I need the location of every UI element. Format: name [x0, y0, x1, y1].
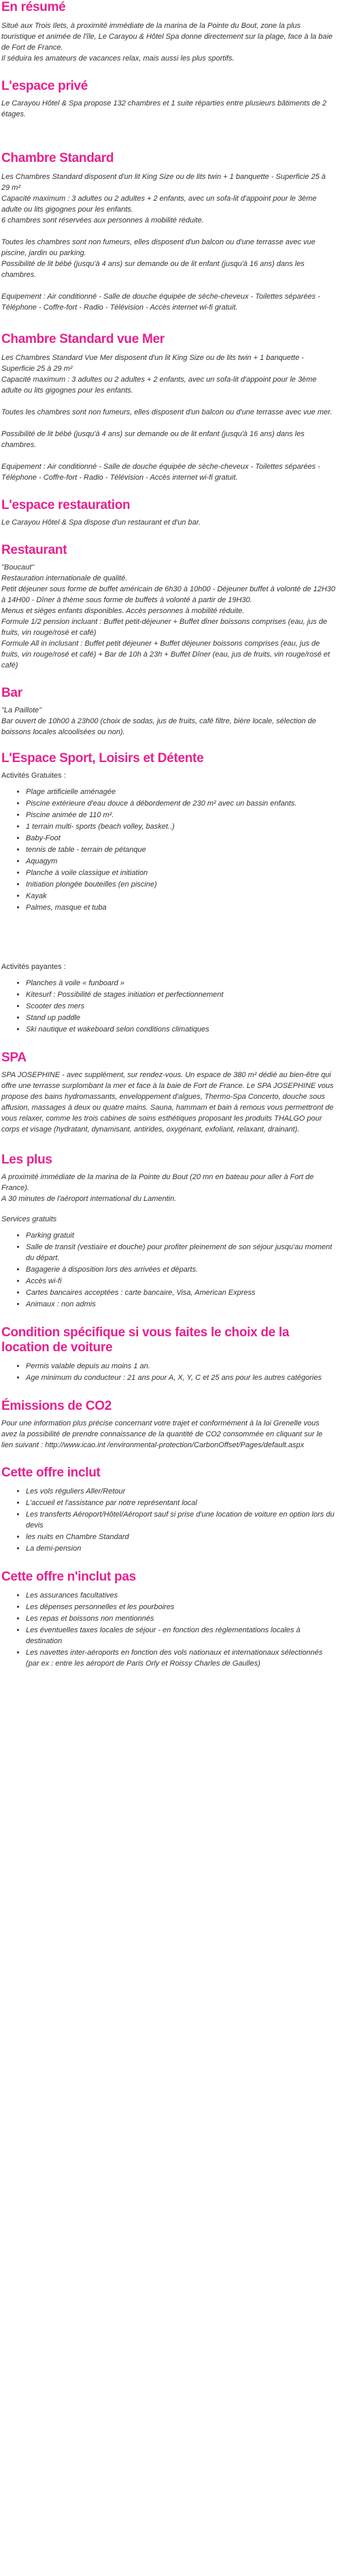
list-item: • Plage artificielle aménagée — [26, 787, 336, 797]
text-line: Formule All in inclusant : Buffet petit déjeuner + Buffet déjeuner boissons comprises (eau, jus de fruits, vin rouge/rosé et café) + Bar de 10h à 23h + Buffet Dîner (eau, jus de fruits, vin rouge/rosé et café) — [1, 640, 330, 670]
list-item: • Bagagerie à disposition lors des arrivées et départs. — [26, 1264, 336, 1275]
list-item: • Ski nautique et wakeboard selon conditions climatiques — [26, 1024, 336, 1035]
section-title-condition-voiture: Condition spécifique si vous faites le choix de la location de voiture — [1, 1325, 290, 1355]
section-espace-restauration — [1, 498, 336, 528]
text-line: Petit déjeuner sous forme de buffet américain de 6h30 à 10h00 - Déjeuner buffet à volonté de 12H30 à 14H00 - Dîner à thème sous forme de buffets à volonté à partir de 19H30. — [1, 585, 336, 604]
section-title-spa: SPA — [1, 1051, 27, 1065]
chambre-standard-p2 — [1, 237, 336, 280]
list-item: • Baby-Foot — [26, 833, 336, 844]
list-item: • Les dépenses personnelles et les pourboires — [26, 1602, 336, 1613]
list-item: • Age minimum du conducteur : 21 ans pour A, X, Y, C et 25 ans pour les autres catégories — [26, 1372, 336, 1383]
resume-paragraph: Il séduira les amateurs de vacances relax, mais aussi les plus sportifs. — [1, 54, 235, 63]
section-title-espace-prive: L'espace privé — [1, 79, 88, 93]
list-item: • Salle de transit (vestiaire et douche) pour profiter pleinement de son séjour jusqu'au moment du départ. — [26, 1242, 336, 1264]
list-item: • Kitesurf : Possibilité de stages initiation et perfectionnement — [26, 989, 336, 1000]
section-co2 — [1, 1399, 336, 1451]
list-item: • Les repas et boissons non mentionnés — [26, 1613, 336, 1624]
restaurant-name: "Boucaut" — [1, 563, 35, 572]
section-restaurant — [1, 543, 336, 671]
list-item: • tennis de table - terrain de pétanque — [26, 844, 336, 855]
section-les-plus — [1, 1153, 336, 1310]
text-line: Menus et sièges enfants disponibles. Accès personnes à mobilité réduite. — [1, 607, 245, 615]
restaurant-body — [1, 562, 336, 671]
payantes-label: Activités payantes : — [1, 963, 66, 971]
section-title-espace-restauration: L'espace restauration — [1, 498, 131, 512]
section-title-chambre-standard: Chambre Standard — [1, 151, 114, 165]
section-title-sport: L'Espace Sport, Loisirs et Détente — [1, 751, 204, 765]
section-chambre-vue-mer — [1, 332, 336, 483]
list-item: • Animaux : non admis — [26, 1299, 336, 1310]
bar-body — [1, 705, 336, 738]
list-item: • La demi-pension — [26, 1543, 336, 1554]
chambre-vue-mer-p3: Possibilité de lit bébé (jusqu'à 4 ans) sur demande ou de lit enfant (jusqu'à 16 ans) dans les chambres. — [1, 430, 305, 449]
co2-text: Pour une information plus précise concernant votre trajet et conformément à la loi Grenelle vous avez la possibilité de prendre connaissance de la quantité de CO2 consommée en cliquant sur le lien suivant : http://www.icao.int /environmental-protection/CarbonOffset/Pages/default.aspx — [1, 1419, 323, 1449]
list-item: • 1 terrain multi- sports (beach volley, basket..) — [26, 821, 336, 832]
text-line: Restauration internationale de qualité. — [1, 574, 128, 582]
list-item: • Palmes, masque et tuba — [26, 902, 336, 913]
chambre-vue-mer-p2: Toutes les chambres sont non fumeurs, elles disposent d'un balcon ou d'une terrasse avec vue mer. — [1, 408, 333, 416]
gratuites-label: Activités Gratuites : — [1, 772, 66, 780]
payantes-list — [1, 978, 336, 1035]
list-item: • les nuits en Chambre Standard — [26, 1532, 336, 1542]
list-item: • Les assurances facultatives — [26, 1590, 336, 1601]
list-item: • Accès wi-fi — [26, 1276, 336, 1287]
list-item: • Planches à voile « funboard » — [26, 978, 336, 989]
section-inclut — [1, 1466, 336, 1554]
list-item: • Initiation plongée bouteilles (en piscine) — [26, 879, 336, 890]
section-title-les-plus: Les plus — [1, 1153, 52, 1167]
section-title-resume: En résumé — [1, 0, 66, 14]
list-item: • Kayak — [26, 891, 336, 902]
les-plus-p1 — [1, 1172, 336, 1204]
text-line: A proximité immédiate de la marina de la Pointe du Bout (20 mn en bateau pour aller à Fort de France). — [1, 1173, 314, 1192]
list-item: • L'accueil et l'assistance par notre représentant local — [26, 1498, 336, 1508]
chambre-standard-equipement: Equipement : Air conditionné - Salle de douche équipée de sèche-cheveux - Toilettes séparées - Téléphone - Coffre-fort - Radio - Télévision - Accès internet wi-fi gratuit. — [1, 293, 320, 312]
list-item: • Planche à voile classique et initiation — [26, 868, 336, 878]
section-espace-prive — [1, 79, 336, 120]
section-condition-voiture — [1, 1325, 336, 1383]
list-item: • Cartes bancaires acceptées : carte bancaire, Visa, American Express — [26, 1287, 336, 1298]
list-item: • Les transferts Aéroport/Hôtel/Aéroport sauf si prise d'une location de voiture en option lors du devis — [26, 1509, 336, 1531]
section-inclut-pas — [1, 1570, 336, 1669]
text-line: Possibilité de lit bébé (jusqu'à 4 ans) sur demande ou de lit enfant (jusqu'à 16 ans) dans les chambres. — [1, 260, 305, 279]
list-item: • Les éventuelles taxes locales de séjour - en fonction des réglementations locales à destination — [26, 1625, 336, 1647]
section-title-bar: Bar — [1, 686, 22, 700]
list-item: • Stand up paddle — [26, 1012, 336, 1023]
condition-list — [1, 1361, 336, 1383]
list-item: • Piscine extérieure d'eau douce à débordement de 230 m² avec un bassin enfants. — [26, 798, 336, 809]
espace-restauration-text: Le Carayou Hôtel & Spa dispose d'un restaurant et d'un bar. — [1, 518, 201, 527]
text-line: Capacité maximum : 3 adultes ou 2 adultes + 2 enfants, avec un sofa-lit d'appoint pour le 3ème adulte ou lits gigognes pour les enfants. — [1, 376, 317, 395]
bar-name: "La Paillote" — [1, 706, 42, 714]
section-title-inclut-pas: Cette offre n'inclut pas — [1, 1570, 136, 1584]
section-title-inclut: Cette offre inclut — [1, 1466, 101, 1480]
services-list — [1, 1230, 336, 1310]
spa-text: SPA JOSEPHINE - avec supplément, sur rendez-vous. Un espace de 380 m² dédié au bien-être qui offre une terrasse surplombant la mer et face à la baie de Fort de France. Le SPA JOSEPHINE vous propose des bains hydromassants, enveloppement d'algues, Thermo-Spa Concerto, douche sous affusion, massages à deux ou quatre mains. Sauna, hammam et bain à remous vous permettront de vous relaxer, comme les trois cabines de soins esthétiques proposant les produits THALGO pour corps et visage (hydratant, dynamisant, antirides, oxygénant, exfoliant, relaxant, drainant). — [1, 1071, 334, 1134]
list-item: • Les navettes inter-aéroports en fonction des vols nationaux et internationaux sélectionnés (par ex : entre les aéroport de Paris Orly et Roissy Charles de Gaulles) — [26, 1647, 336, 1669]
section-bar — [1, 686, 336, 738]
list-item: • Les vols réguliers Aller/Retour — [26, 1486, 336, 1497]
list-item: • Scooter des mers — [26, 1001, 336, 1012]
inclut-list — [1, 1486, 336, 1554]
text-line: Les Chambres Standard disposent d'un lit King Size ou de lits twin + 1 banquette - Superficie 25 à 29 m² — [1, 173, 326, 192]
text-line: 6 chambres sont réservées aux personnes à mobilité réduite. — [1, 216, 204, 225]
chambre-vue-mer-equipement: Equipement : Air conditionné - Salle de douche équipée de sèche-cheveux - Toilettes séparées - Téléphone - Coffre-fort - Radio - Télévision - Accès internet wi-fi gratuit. — [1, 463, 320, 482]
resume-paragraph: Situé aux Trois Ilets, à proximité immédiate de la marina de la Pointe du Bout, zone la plus touristique et animée de l'île, Le Carayou & Hôtel Spa donne directement sur la plage, face à la baie de Fort de France. — [1, 22, 333, 52]
section-chambre-standard — [1, 151, 336, 313]
chambre-vue-mer-p1 — [1, 352, 336, 396]
section-resume — [1, 0, 336, 64]
services-label: Services gratuits — [1, 1215, 57, 1223]
section-title-chambre-vue-mer: Chambre Standard vue Mer — [1, 332, 165, 346]
text-line: Toutes les chambres sont non fumeurs, elles disposent d'un balcon ou d'une terrasse avec vue piscine, jardin ou parking. — [1, 238, 316, 257]
list-item: • Parking gratuit — [26, 1230, 336, 1241]
list-item: • Aquagym — [26, 856, 336, 867]
list-item: • Piscine animée de 110 m². — [26, 810, 336, 821]
chambre-standard-p1 — [1, 171, 336, 226]
text-line: Capacité maximum : 3 adultes ou 2 adultes + 2 enfants, avec un sofa-lit d'appoint pour le 3ème adulte ou lits gigognes pour les enfants. — [1, 195, 317, 214]
section-title-restaurant: Restaurant — [1, 543, 67, 557]
section-title-co2: Émissions de CO2 — [1, 1399, 112, 1413]
text-line: Formule 1/2 pension incluant : Buffet petit-déjeuner + Buffet dîner boissons comprises (eau, jus de fruits, vin rouge/rosé et café) — [1, 618, 328, 637]
gratuites-list — [1, 787, 336, 913]
section-spa — [1, 1051, 336, 1135]
section-sport — [1, 751, 336, 1035]
list-item: • Permis valable depuis au moins 1 an. — [26, 1361, 336, 1372]
text-line: A 30 minutes de l'aéroport international du Lamentin. — [1, 1195, 177, 1203]
text-line: Bar ouvert de 10h00 à 23h00 (choix de sodas, jus de fruits, café filtre, bière locale, sélection de boissons locales alcoolisées ou non). — [1, 717, 316, 736]
inclut-pas-list — [1, 1590, 336, 1669]
espace-prive-text: Le Carayou Hôtel & Spa propose 132 chambres et 1 suite réparties entre plusieurs bâtiments de 2 étages. — [1, 99, 327, 118]
text-line: Les Chambres Standard Vue Mer disposent d'un lit King Size ou de lits twin + 1 banquette - Superficie 25 à 29 m² — [1, 354, 304, 373]
